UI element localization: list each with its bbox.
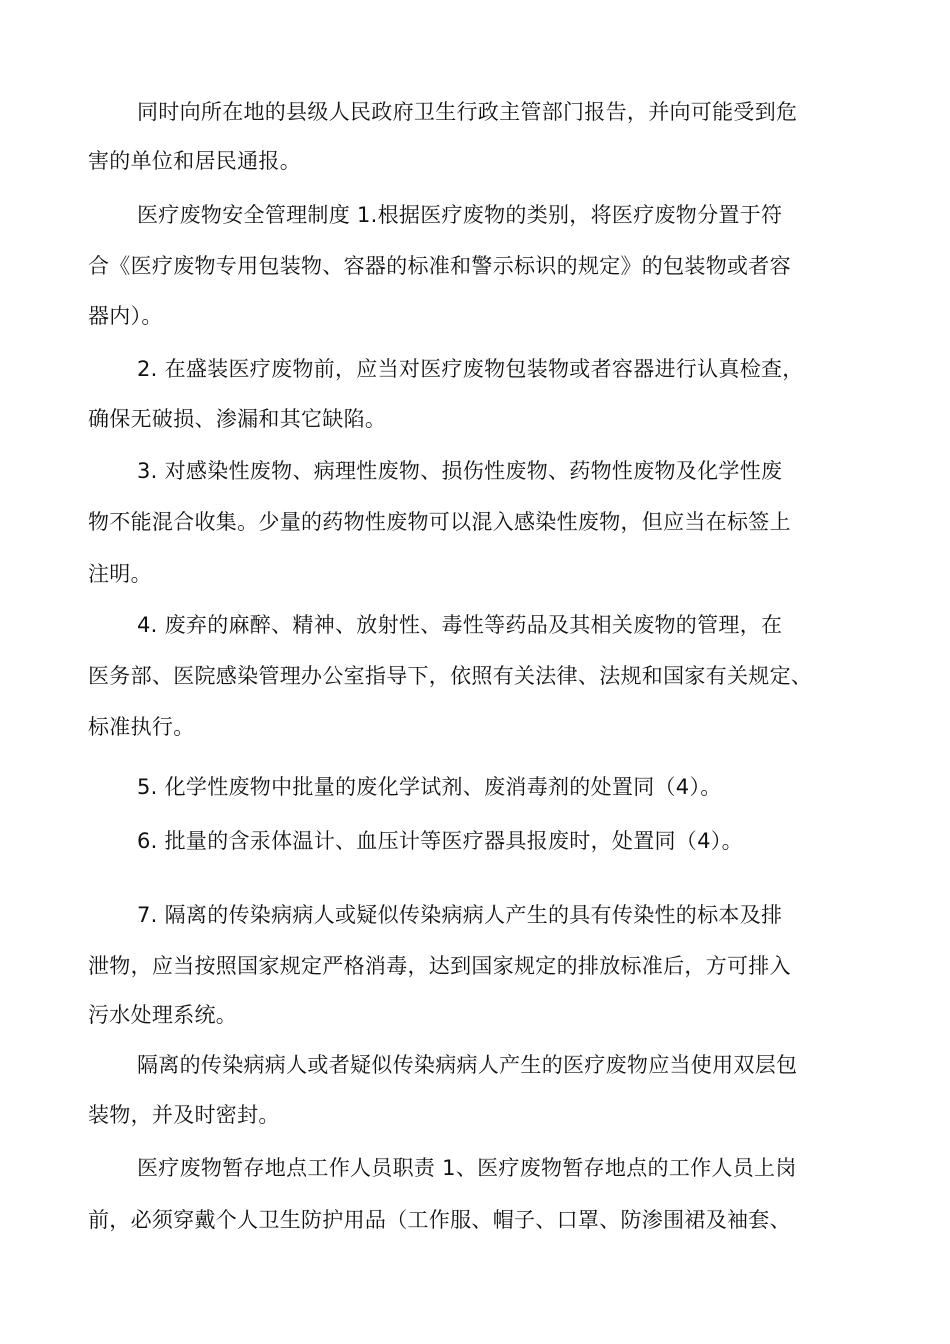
text-line: 医务部、医院感染管理办公室指导下，依照有关法律、法规和国家有关规定、 [88, 664, 813, 688]
text-line: 害的单位和居民通报。 [88, 149, 301, 173]
text-line: 隔离的传染病病人或者疑似传染病病人产生的医疗废物应当使用双层包 [137, 1053, 798, 1077]
text-line: 7. 隔离的传染病病人或疑似传染病病人产生的具有传染性的标本及排 [137, 903, 783, 927]
text-line: 医疗废物安全管理制度 1.根据医疗废物的类别，将医疗废物分置于符 [137, 203, 783, 227]
text-line: 同时向所在地的县级人民政府卫生行政主管部门报告，并向可能受到危 [137, 100, 798, 124]
text-line: 医疗废物暂存地点工作人员职责 1、医疗废物暂存地点的工作人员上岗 [137, 1156, 797, 1180]
text-line: 合《医疗废物专用包装物、容器的标准和警示标识的规定》的包装物或者容 [88, 254, 791, 278]
text-line: 前，必须穿戴个人卫生防护用品（工作服、帽子、口罩、防渗围裙及袖套、 [88, 1208, 791, 1232]
text-line: 6. 批量的含汞体温计、血压计等医疗器具报废时，处置同（4）。 [137, 829, 743, 853]
text-line: 污水处理系统。 [88, 1003, 238, 1027]
text-line: 3. 对感染性废物、病理性废物、损伤性废物、药物性废物及化学性废 [137, 459, 783, 483]
text-line: 器内）。 [88, 304, 163, 328]
text-line: 确保无破损、渗漏和其它缺陷。 [88, 407, 387, 431]
text-line: 标准执行。 [88, 715, 195, 739]
text-line: 物不能混合收集。少量的药物性废物可以混入感染性废物，但应当在标签上 [88, 510, 791, 534]
text-line: 装物，并及时密封。 [88, 1103, 280, 1127]
text-line: 泄物，应当按照国家规定严格消毒，达到国家规定的排放标准后，方可排入 [88, 954, 791, 978]
text-line: 2. 在盛装医疗废物前，应当对医疗废物包装物或者容器进行认真检查， [137, 357, 804, 381]
text-line: 注明。 [88, 562, 152, 586]
text-line: 5. 化学性废物中批量的废化学试剂、废消毒剂的处置同（4）。 [137, 775, 722, 799]
text-line: 4. 废弃的麻醉、精神、放射性、毒性等药品及其相关废物的管理，在 [137, 613, 783, 637]
